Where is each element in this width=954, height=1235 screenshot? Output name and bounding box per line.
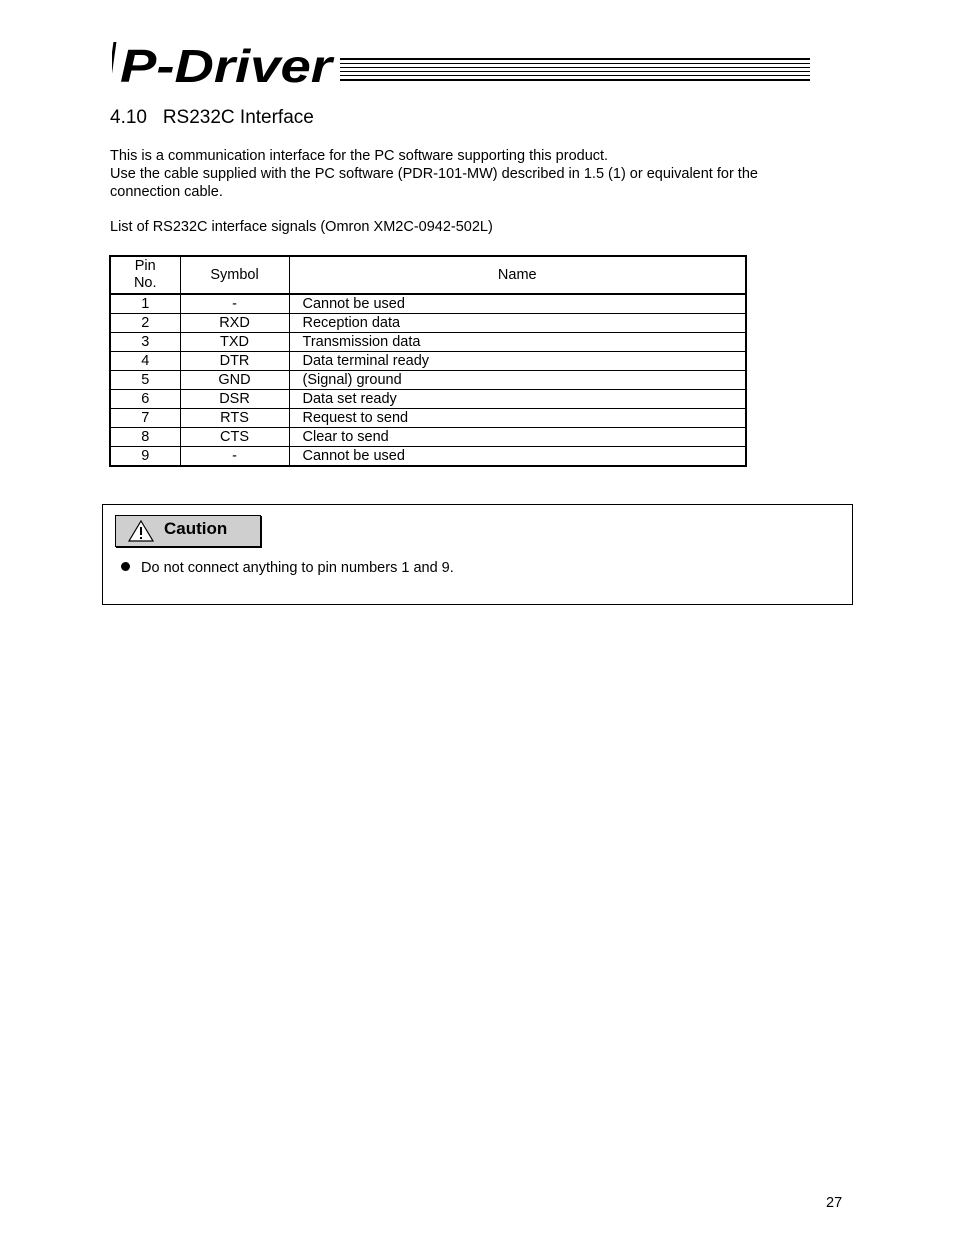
caution-item-text: Do not connect anything to pin numbers 1 and 9. [141,560,454,576]
cell-pin: 8 [110,428,180,447]
table-header-row [110,256,746,294]
table-row [110,409,746,428]
cell-pin: 1 [110,294,180,314]
table-row [110,371,746,390]
cell-pin: 4 [110,352,180,371]
header-pin-no: Pin No. [110,256,180,294]
cell-pin: 3 [110,333,180,352]
table-row [110,428,746,447]
cell-symbol: - [180,294,289,314]
rs232c-signal-table [109,255,747,467]
table-row [110,314,746,333]
intro-paragraph [110,147,830,201]
header-name: Name [289,256,746,294]
cell-symbol: DTR [180,352,289,371]
cell-symbol: RTS [180,409,289,428]
cell-symbol: CTS [180,428,289,447]
table-row [110,333,746,352]
section-title: 4.10 RS232C Interface [110,107,314,128]
logo-letters: P-Driver [120,40,335,88]
warning-triangle-icon [128,520,154,542]
intro-line-1: This is a communication interface for the PC software supporting this product. [110,148,609,164]
cell-name: Clear to send [289,428,746,447]
cell-symbol: - [180,447,289,467]
p-driver-logo-graphic [112,38,812,88]
bullet-icon [121,562,130,571]
cell-pin: 5 [110,371,180,390]
cell-symbol: TXD [180,333,289,352]
cell-name: Reception data [289,314,746,333]
table-row [110,447,746,467]
cell-symbol: DSR [180,390,289,409]
caution-item [121,560,454,576]
page-number: 27 [826,1195,843,1211]
header-symbol: Symbol [180,256,289,294]
cell-name: Transmission data [289,333,746,352]
intro-line-2: Use the cable supplied with the PC software (PDR-101-MW) described in 1.5 (1) or equivalent for the connection cable. [110,166,758,200]
caution-label-text: Caution [164,519,228,538]
cell-name: Cannot be used [289,294,746,314]
cell-symbol: GND [180,371,289,390]
table-row [110,294,746,314]
cell-pin: 6 [110,390,180,409]
cell-symbol: RXD [180,314,289,333]
cell-name: (Signal) ground [289,371,746,390]
cell-name: Request to send [289,409,746,428]
cell-pin: 2 [110,314,180,333]
caution-box [102,504,853,605]
cell-name: Cannot be used [289,447,746,467]
cell-pin: 9 [110,447,180,467]
cell-name: Data terminal ready [289,352,746,371]
table-row [110,352,746,371]
cell-pin: 7 [110,409,180,428]
p-driver-logo [112,38,812,88]
table-row [110,390,746,409]
cell-name: Data set ready [289,390,746,409]
caution-label [115,515,261,547]
table-caption: List of RS232C interface signals (Omron XM2C-0942-502L) [110,219,493,235]
